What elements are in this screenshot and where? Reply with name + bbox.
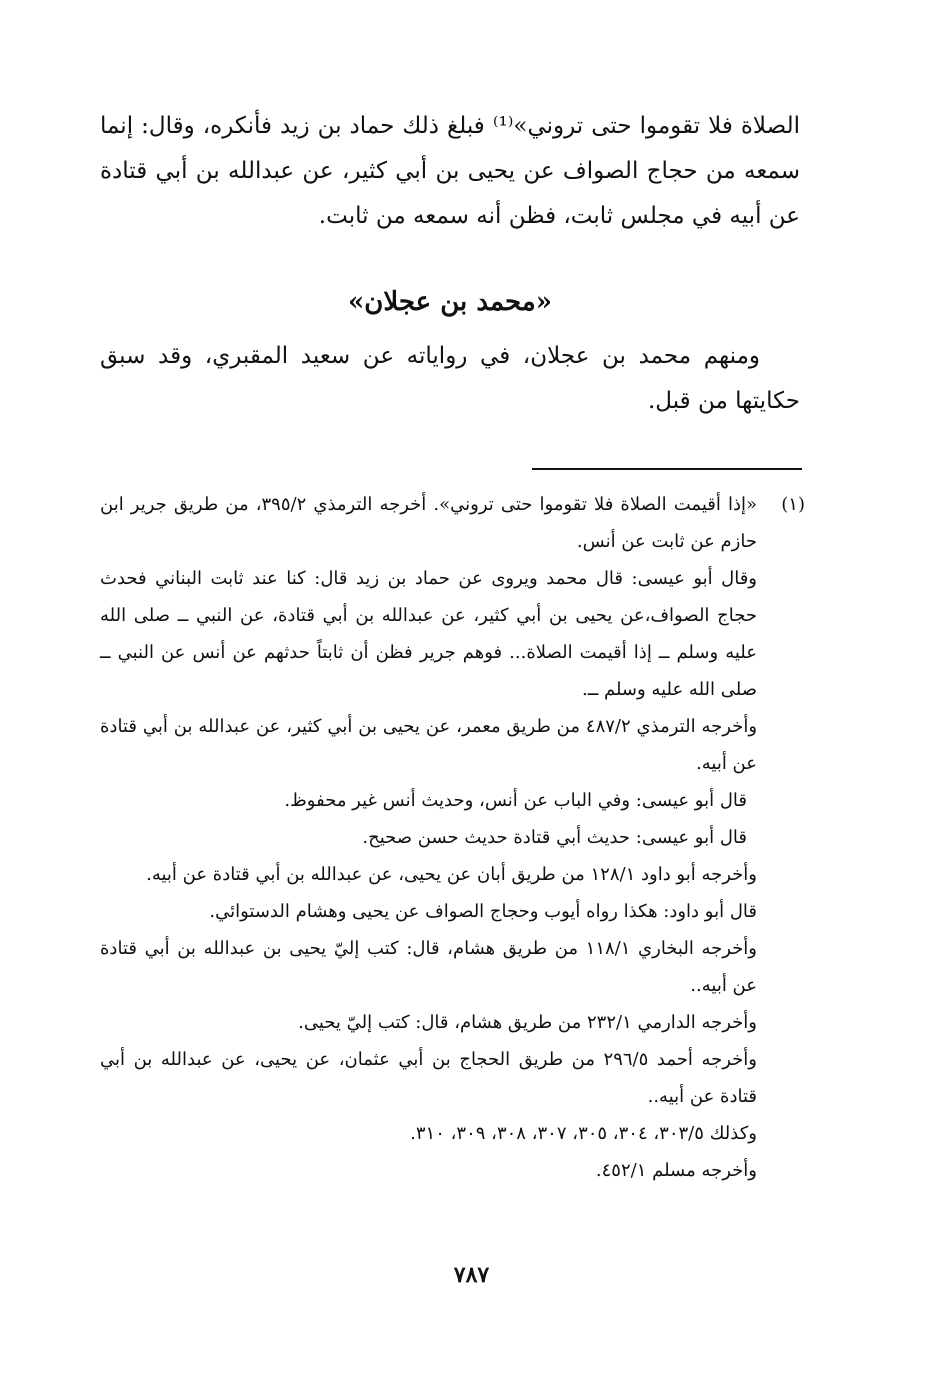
page-number: ٧٨٧ xyxy=(453,1262,490,1288)
footnote-line: وكذلك ٣٠٣/٥، ٣٠٤، ٣٠٥، ٣٠٧، ٣٠٨، ٣٠٩، ٣١٠. xyxy=(410,1123,757,1144)
footnote-line: وأخرجه الدارمي ٢٣٢/١ من طريق هشام، قال: كتب إليّ يحيى. xyxy=(298,1012,757,1033)
section-paragraph: ومنهم محمد بن عجلان، في رواياته عن سعيد المقبري، وقد سبق حكايتها من قبل. xyxy=(100,343,800,414)
footnote-line: وقال أبو عيسى: قال محمد ويروى عن حماد بن زيد قال: كنا عند ثابت البناني فحدث حجاج الصواف،عن يحيى بن أبي كثير، عن عبدالله بن أبي قتادة، عن النبي ــ صلى الله عليه وسلم ــ إذا أقيمت الصلاة... فوهم جرير فظن أن ثابتاً حدثهم عن أنس عن النبي ــ صلى الله عليه وسلم ــ. xyxy=(100,568,757,700)
footnote-line: قال أبو عيسى: وفي الباب عن أنس، وحديث أنس غير محفوظ. xyxy=(284,790,747,811)
footnote-line: وأخرجه أبو داود ١٢٨/١ من طريق أبان عن يحيى، عن عبدالله بن أبي قتادة عن أبيه. xyxy=(146,864,757,885)
footnote-line: وأخرجه أحمد ٢٩٦/٥ من طريق الحجاج بن أبي عثمان، عن يحيى، عن عبدالله بن أبي قتادة عن أبيه.. xyxy=(100,1049,757,1107)
footnote-line: قال أبو داود: هكذا رواه أيوب وحجاج الصواف عن يحيى وهشام الدستوائي. xyxy=(209,901,757,922)
footnotes xyxy=(100,486,805,1189)
footnote-line: قال أبو عيسى: حديث أبي قتادة حديث حسن صحيح. xyxy=(362,827,747,848)
section-text xyxy=(100,334,800,424)
footnote-marker: (١) xyxy=(781,494,805,515)
footnote-line: وأخرجه مسلم ٤٥٢/١. xyxy=(595,1160,757,1181)
footnote-divider xyxy=(532,468,802,470)
footnote-line: وأخرجه الترمذي ٤٨٧/٢ من طريق معمر، عن يحيى بن أبي كثير، عن عبدالله بن أبي قتادة عن أبيه. xyxy=(100,716,758,774)
footnote-entry xyxy=(100,486,805,560)
main-paragraph: الصلاة فلا تقوموا حتى تروني»⁽¹⁾ فبلغ ذلك حماد بن زيد فأنكره، وقال: إنما سمعه من حجاج الصواف عن يحيى بن أبي كثير، عن عبدالله بن أبي قتادة عن أبيه في مجلس ثابت، فظن أنه سمعه من ثابت. xyxy=(100,113,800,229)
section-heading: «محمد بن عجلان» xyxy=(348,287,552,317)
main-text xyxy=(100,104,800,239)
footnote-line: «إذا أقيمت الصلاة فلا تقوموا حتى تروني». أخرجه الترمذي ٣٩٥/٢، من طريق جرير ابن حازم عن ثابت عن أنس. xyxy=(100,494,757,552)
footnote-line: وأخرجه البخاري ١١٨/١ من طريق هشام، قال: كتب إليّ يحيى بن عبدالله بن أبي قتادة عن أبيه.. xyxy=(100,938,757,996)
